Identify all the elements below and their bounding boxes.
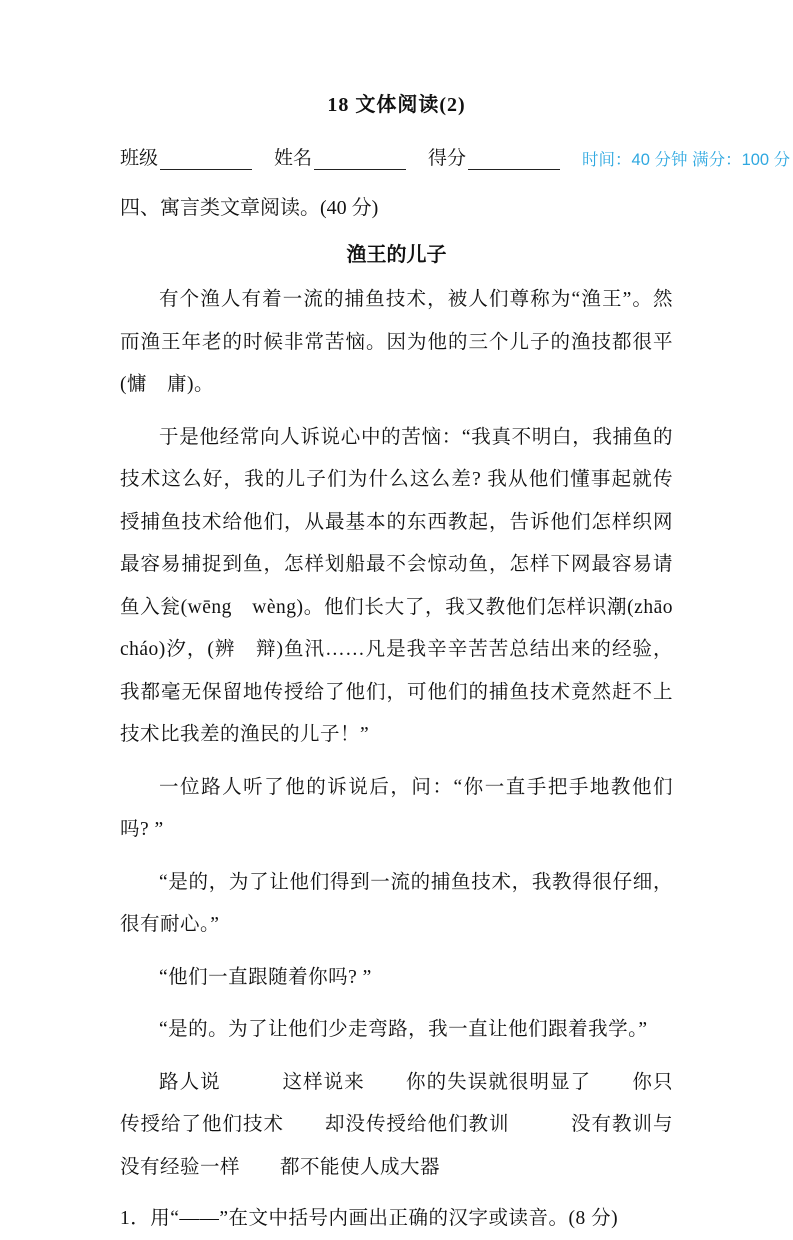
article-paragraph-punctuation-exercise: 路人说 这样说来 你的失误就很明显了 你只传授给了他们技术 却没传授给他们教训 没有教训与没有经验一样 都不能使人成大器 [120, 1071, 673, 1178]
name-blank-line [314, 148, 406, 170]
article-paragraph: “是的，为了让他们得到一流的捕鱼技术，我教得很仔细，很有耐心。” [120, 871, 673, 935]
time-score-meta: 时间：40 分钟 满分：100 分 [582, 151, 791, 169]
article-paragraph: “他们一直跟随着你吗? ” [159, 966, 372, 988]
question-1: 1．用“——”在文中括号内画出正确的汉字或读音。(8 分) [120, 1208, 619, 1229]
class-blank-line [160, 148, 252, 170]
article-paragraph: “是的。为了让他们少走弯路，我一直让他们跟着我学。” [159, 1019, 648, 1040]
article-title: 渔王的儿子 [346, 244, 447, 266]
class-field [120, 143, 252, 170]
article-paragraph: 于是他经常向人诉说心中的苦恼：“我真不明白，我捕鱼的技术这么好，我的儿子们为什么这么差? 我从他们懂事起就传授捕鱼技术给他们，从最基本的东西教起，告诉他们怎样织网最容易捕捉到鱼，怎样划船最不会惊动鱼，怎样下网最容易请鱼入瓮(wēng wèng)。他们长大了，我又教他们怎样识潮(zhāo cháo)汐，(辨 辩)鱼汛……凡是我辛辛苦苦总结出来的经验，我都毫无保留地传授给了他们，可他们的捕鱼技术竟然赶不上技术比我差的渔民的儿子！” [120, 426, 694, 745]
header-row [120, 143, 791, 170]
score-label: 得分 [428, 148, 467, 169]
student-info-fields [120, 143, 582, 170]
name-field [274, 143, 406, 170]
page-title: 18 文体阅读(2) [327, 94, 466, 116]
score-blank-line [468, 148, 560, 170]
class-label: 班级 [120, 148, 159, 169]
score-field [428, 143, 560, 170]
article-paragraph: 一位路人听了他的诉说后，问：“你一直手把手地教他们吗? ” [120, 776, 673, 840]
name-label: 姓名 [274, 148, 313, 169]
section-heading: 四、寓言类文章阅读。(40 分) [120, 197, 379, 219]
article-paragraph: 有个渔人有着一流的捕鱼技术，被人们尊称为“渔王”。然而渔王年老的时候非常苦恼。因为他的三个儿子的渔技都很平(慵 庸)。 [120, 289, 673, 395]
